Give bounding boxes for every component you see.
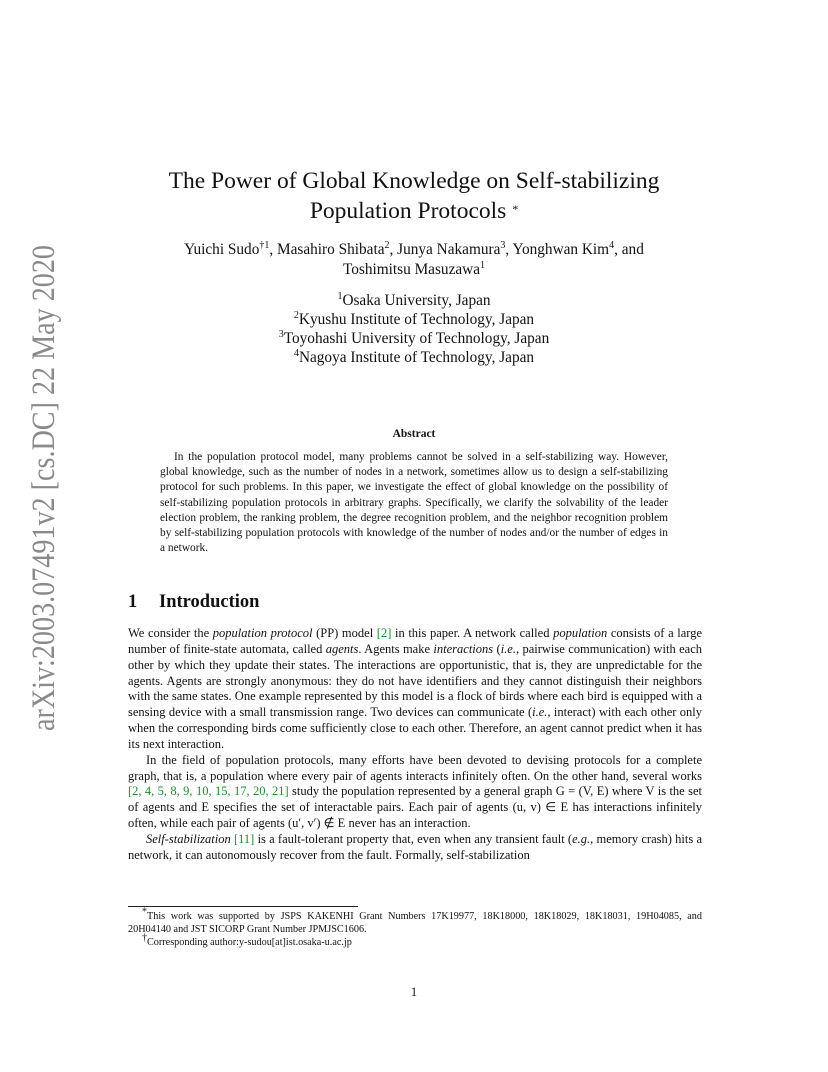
emphasis: interactions bbox=[433, 641, 494, 656]
abstract-heading: Abstract bbox=[392, 428, 436, 440]
author-name: Toshimitsu Masuzawa bbox=[342, 261, 480, 278]
affiliation bbox=[130, 348, 698, 367]
text-run: is a fault-tolerant property that, even when any transient fault ( bbox=[254, 831, 573, 846]
authors-and: and bbox=[621, 241, 644, 258]
author-list bbox=[110, 240, 718, 280]
citation-link[interactable]: [11] bbox=[233, 831, 255, 846]
title-footnote-mark: * bbox=[512, 202, 519, 216]
arxiv-stamp-text: arXiv:2003.07491v2 [cs.DC] 22 May 2020 bbox=[26, 160, 62, 731]
author-affil-mark: †1 bbox=[259, 239, 270, 251]
emphasis: i.e., bbox=[500, 641, 520, 656]
footnotes bbox=[128, 906, 702, 949]
affiliation-name: Kyushu Institute of Technology, Japan bbox=[298, 311, 535, 328]
text-run: in this paper. A network called bbox=[391, 626, 554, 640]
footnote bbox=[128, 932, 702, 949]
page-number: 1 bbox=[410, 985, 418, 999]
text-run: interact) with each other only when the corresponding birds come sufficiently close to each other. Therefore, an agent cannot predict when it has its next interaction. bbox=[128, 705, 703, 751]
author-line-2 bbox=[110, 260, 718, 280]
text-run: . Agents make bbox=[358, 641, 434, 656]
footnote-mark: † bbox=[142, 932, 147, 944]
citation-link[interactable]: [2, 4, 5, 8, 9, 10, 15, 17, 20, 21] bbox=[128, 784, 289, 799]
emphasis: e.g., bbox=[572, 831, 594, 846]
author-line-1: Yuichi Sudo$^{\dagger 1}$, Masahiro Shibata$^2$, Junya Nakamura$^3$, Yonghwan Kim$^4$, and bbox=[184, 239, 644, 258]
text-run: consists of a large number of finite-state automata, called bbox=[128, 626, 702, 656]
affiliation-list bbox=[130, 291, 698, 367]
paragraph-3 bbox=[128, 832, 702, 864]
author-name: Yuichi Sudo bbox=[184, 241, 260, 258]
text-run: study the population represented by a general graph G = (V, E) where V is the set of agents and E specifies the set of interactable pairs. Each pair of agents (u, v) ∈ E has interactions infinitely often, while each pair of agents (u′, v′) ∉ E never has an interaction. bbox=[128, 784, 702, 831]
section-title: Introduction bbox=[159, 592, 260, 612]
author-affil-mark: 3 bbox=[500, 239, 506, 251]
emphasis: Self-stabilization bbox=[146, 831, 231, 846]
body-text bbox=[128, 626, 702, 864]
section-number: 1 bbox=[128, 592, 138, 612]
footnote-mark: * bbox=[142, 906, 147, 918]
title-line-1: The Power of Global Knowledge on Self-stabilizing bbox=[168, 168, 660, 194]
affiliation-mark: 3 bbox=[278, 328, 284, 340]
abstract-text: In the population protocol model, many problems cannot be solved in a self-stabilizing way. However, global knowledge, such as the number of nodes in a network, sometimes allow us to design a self-stabilizing protocol for such problems. In this paper, we investigate the effect of global knowledge on the possibility of self-stabilizing population protocols in arbitrary graphs. Specifically, we clarify the solvability of the leader election problem, the ranking problem, the degree recognition problem, and the neighbor recognition problem by self-stabilizing population protocols with knowledge of the number of nodes and/or the number of edges in a network. bbox=[160, 451, 668, 555]
text-run: ( bbox=[493, 641, 501, 656]
affiliation-mark: 2 bbox=[293, 309, 299, 321]
footnote bbox=[128, 906, 702, 936]
text-run: memory crash) hits a network, it can autonomously recover from the fault. Formally, self-stabilization bbox=[128, 831, 702, 862]
text-run: We consider the bbox=[128, 626, 213, 640]
affiliation-name: Toyohashi University of Technology, Japan bbox=[283, 330, 550, 347]
emphasis: i.e., bbox=[532, 705, 551, 720]
emphasis: population bbox=[553, 626, 608, 640]
affiliation bbox=[130, 291, 698, 310]
title-line-2-text: Population Protocols bbox=[309, 198, 507, 224]
affiliation-name: Nagoya Institute of Technology, Japan bbox=[298, 349, 535, 366]
arxiv-side-stamp bbox=[10, 160, 70, 733]
text-run: (PP) model bbox=[312, 626, 377, 640]
paragraph-2 bbox=[128, 753, 702, 832]
footnote-rule bbox=[128, 906, 358, 907]
affiliation bbox=[130, 310, 698, 329]
author-name: Yonghwan Kim bbox=[512, 241, 610, 258]
footnote-text: Corresponding author:y-sudou[at]ist.osaka-u.ac.jp bbox=[147, 937, 352, 948]
emphasis: agents bbox=[325, 641, 359, 656]
paragraph-1 bbox=[128, 626, 702, 753]
author-affil-mark: 1 bbox=[480, 259, 485, 271]
author-name: Masahiro Shibata bbox=[277, 241, 385, 258]
paper-title bbox=[130, 166, 698, 226]
affiliation-name: Osaka University, Japan bbox=[342, 292, 491, 309]
footnote-text: This work was supported by JSPS KAKENHI Grant Numbers 17K19977, 18K18000, 18K18029, 18K18031, 19H04085, and 20H04140 and JST SICORP Grant Number JPMJSC1606. bbox=[128, 911, 702, 935]
affiliation-mark: 4 bbox=[293, 347, 299, 359]
affiliation-mark: 1 bbox=[337, 290, 343, 302]
affiliation bbox=[130, 329, 698, 348]
author-name: Junya Nakamura bbox=[397, 241, 501, 258]
author-affil-mark: 4 bbox=[609, 239, 615, 251]
text-run: pairwise communication) with each other by which they update their states. The interactions are opportunistic, that is, they are unpredictable for the agents. Agents are strongly anonymous: they do not have identifiers and they cannot distinguish their neighbors with the same states. One example represented by this model is a flock of birds where each bird is equipped with a sensing device with a small transmission range. Two devices can communicate ( bbox=[128, 641, 702, 720]
section-heading bbox=[128, 592, 259, 613]
emphasis: population protocol bbox=[212, 626, 313, 640]
title-line-2 bbox=[130, 196, 698, 226]
citation-link[interactable]: [2] bbox=[376, 626, 392, 640]
text-run: In the field of population protocols, many efforts have been devoted to devising protocols for a complete graph, that is, a population where every pair of agents interacts infinitely often. On the other hand, several works bbox=[128, 752, 702, 783]
author-affil-mark: 2 bbox=[384, 239, 390, 251]
